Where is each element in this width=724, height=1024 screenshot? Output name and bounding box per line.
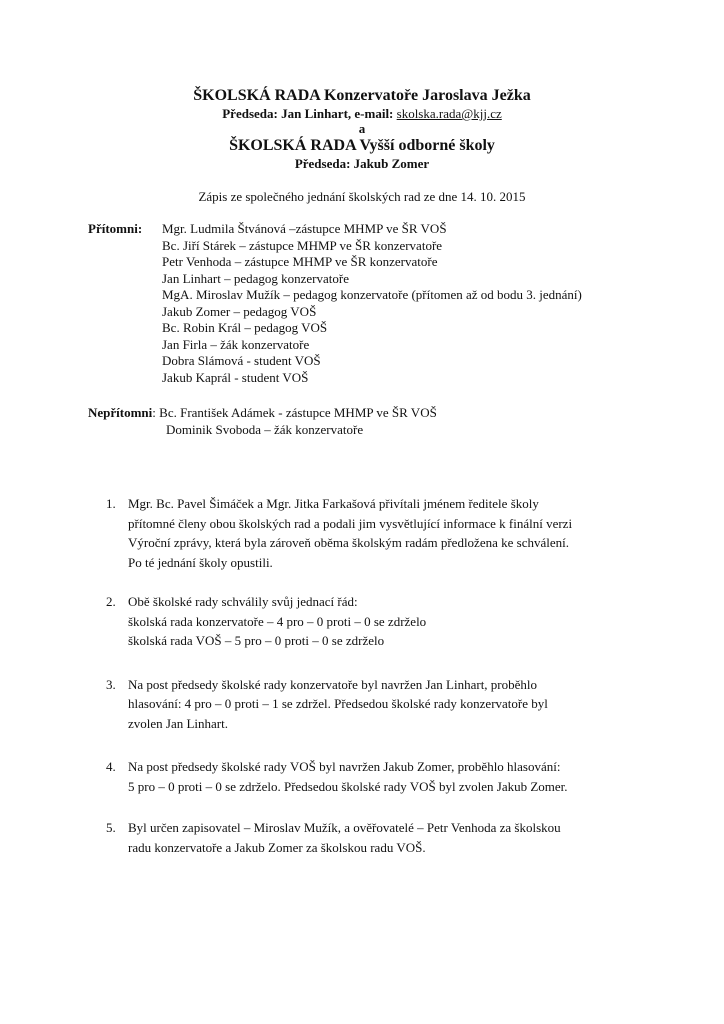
agenda-items	[106, 494, 638, 857]
email-link[interactable]: skolska.rada@kjj.cz	[396, 106, 502, 121]
agenda-item	[106, 675, 638, 734]
item-line: Byl určen zapisovatel – Miroslav Mužík, a ověřovatelé – Petr Venhoda za školskou	[128, 820, 561, 835]
agenda-item	[106, 757, 638, 796]
item-line: Po té jednání školy opustili.	[128, 554, 273, 570]
present-member: MgA. Miroslav Mužík – pedagog konzervatoře (přítomen až od bodu 3. jednání)	[162, 287, 582, 302]
present-member: Bc. Jiří Stárek – zástupce MHMP ve ŠR konzervatoře	[162, 237, 443, 253]
absent-member: Dominik Svoboda – žák konzervatoře	[166, 422, 364, 437]
chair-conservatory-label: Předseda: Jan Linhart, e-mail:	[222, 106, 397, 121]
item-line: Na post předsedy školské rady konzervatoře byl navržen Jan Linhart, proběhlo	[128, 676, 538, 692]
present-member: Dobra Slámová - student VOŠ	[162, 353, 321, 368]
item-text	[128, 757, 638, 796]
item-line: Mgr. Bc. Pavel Šimáček a Mgr. Jitka Farkašová přivítali jménem ředitele školy	[128, 496, 539, 511]
item-line: Výroční zprávy, která byla zároveň oběma školským radám předložena ke schválení.	[128, 535, 569, 550]
present-member: Jakub Kaprál - student VOŠ	[162, 369, 309, 385]
present-member: Petr Venhoda – zástupce MHMP ve ŠR konzervatoře	[162, 254, 438, 269]
chair-vos: Předseda: Jakub Zomer	[294, 156, 430, 171]
conjunction-text: a	[358, 121, 366, 136]
item-line: přítomné členy obou školských rad a podali jim vysvětlující informace k finální verzi	[128, 515, 573, 531]
item-line: Na post předsedy školské rady VOŠ byl navržen Jakub Zomer, proběhlo hlasování:	[128, 759, 561, 774]
item-line: školská rada konzervatoře – 4 pro – 0 proti – 0 se zdrželo	[128, 613, 427, 629]
minutes-subtitle: Zápis ze společného jednání školských rad ze dne 14. 10. 2015	[198, 189, 526, 204]
council-title-vos: ŠKOLSKÁ RADA Vyšší odborné školy	[229, 137, 495, 154]
present-member: Jan Linhart – pedagog konzervatoře	[162, 270, 349, 286]
document-header	[0, 86, 724, 172]
present-list	[162, 221, 582, 386]
absent-section	[88, 404, 437, 438]
present-member: Jakub Zomer – pedagog VOŠ	[162, 303, 317, 319]
council-title-conservatory: ŠKOLSKÁ RADA Konzervatoře Jaroslava Ježka	[193, 87, 531, 104]
item-text	[128, 494, 638, 572]
item-line: 5 pro – 0 proti – 0 se zdrželo. Předsedou školské rady VOŠ byl zvolen Jakub Zomer.	[128, 778, 568, 794]
item-number: 5.	[106, 820, 116, 835]
present-member: Bc. Robin Král – pedagog VOŠ	[162, 320, 328, 335]
item-line: Obě školské rady schválily svůj jednací řád:	[128, 594, 358, 609]
present-member: Mgr. Ludmila Štvánová –zástupce MHMP ve ŠR VOŠ	[162, 221, 447, 236]
item-text	[128, 818, 638, 857]
item-line: radu konzervatoře a Jakub Zomer za školskou radu VOŠ.	[128, 839, 426, 855]
chair-conservatory	[0, 106, 724, 122]
absent-member: : Bc. František Adámek - zástupce MHMP ve ŠR VOŠ	[152, 405, 437, 420]
agenda-item	[106, 818, 638, 857]
item-number: 1.	[106, 496, 116, 511]
item-line: školská rada VOŠ – 5 pro – 0 proti – 0 se zdrželo	[128, 633, 385, 648]
item-number: 3.	[106, 676, 116, 692]
agenda-item	[106, 592, 638, 651]
item-number: 4.	[106, 759, 116, 774]
item-number: 2.	[106, 594, 116, 609]
item-line: zvolen Jan Linhart.	[128, 715, 228, 731]
present-member: Jan Firla – žák konzervatoře	[162, 336, 310, 352]
present-label: Přítomni:	[88, 221, 143, 236]
item-text	[128, 592, 638, 651]
item-text	[128, 675, 638, 734]
agenda-item	[106, 494, 638, 572]
item-line: hlasování: 4 pro – 0 proti – 1 se zdržel. Předsedou školské rady konzervatoře byl	[128, 696, 548, 711]
absent-label: Nepřítomni	[88, 405, 153, 420]
